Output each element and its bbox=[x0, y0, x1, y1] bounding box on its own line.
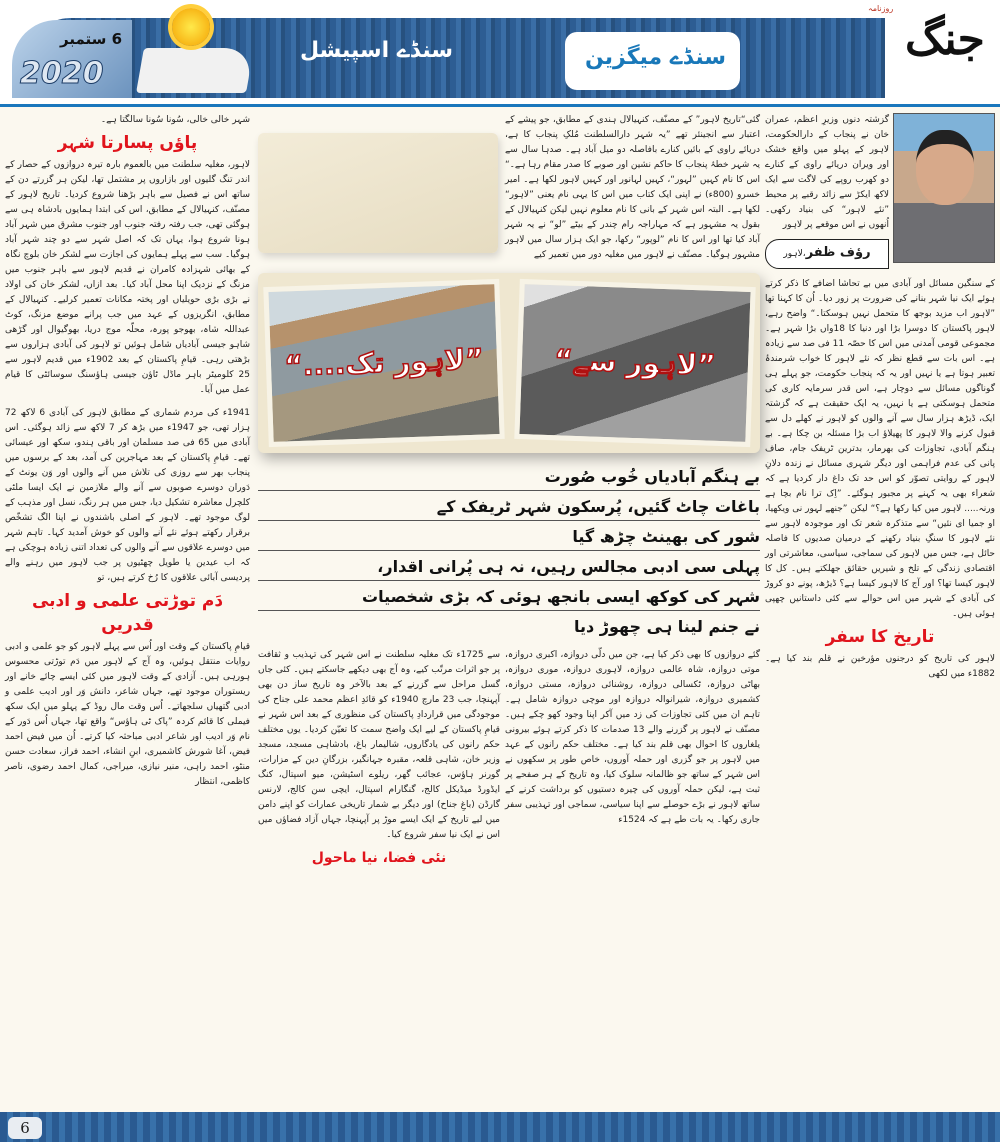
paper-scroll-icon bbox=[136, 48, 254, 93]
author-face bbox=[916, 130, 974, 205]
article-text: لاہور، مغلیہ سلطنت میں بالعموم بارہ تیرہ دروازوں کے حصار کے اندر تنگ گلیوں اور بازاروں پر مشتمل تھا، لیکن ہر گزرتے دن کے ساتھ اس نے فصیل سے باہر بڑھنا شروع کردیا۔ تاریخ لاہور کے مصنّف، کنہیالال کے مطابق، اس کی ابتدا ہمایوں بادشاہ ہی سے ہوگئی تھی، جب رفتہ رفتہ جنوب اور جنوب مشرق میں شہر آباد ہونا شروع ہوا، یہاں تک کہ اصل شہر سے دو چند شہر آباد ہوگیا۔ سب سے پہلے ہمایوں کی اجازت سے لشکر خان بلوچ نگاہ کے بھائی شہزادہ کامران نے قدیم لاہور سے باہر جنوب میں مزنگ کے نزدیک اپنا محل آباد کیا۔ بعد ازاں، لشکر خان کی اولاد نے بڑی بڑی حویلیاں اور پختہ مکانات تعمیر کرلیے۔ کنہیالال کے مطابق، انگریزوں کے عہد میں جب پرانے موضع مزنگ، کوٹ عبداللہ شاہ، بھوجو پورہ، محلّہ موج دریا، بھوگیوال اور گڑھی شاہو جیسی آبادیاں شامل ہوئیں تو لاہور کی آبادی ہزاروں سے بڑھتی رہی۔ قیامِ پاکستان کے بعد 1902ء میں قدیم لاہور سے 25 کلومیٹر باہر ماڈل ٹاؤن جیسی ہاؤسنگ سوسائٹی کا قیام عمل میں آیا۔ bbox=[5, 160, 250, 395]
intro-text: گزشتہ دنوں وزیرِ اعظم، عمران خان نے پنجاب کے دارالحکومت، لاہور کے پہلو میں واقع خشک اور ویران دریائے راوی کے کنارے دو کھرب روپے کی لاگت سے ایک لاکھ ایکڑ سے زائد رقبے پر محیط ”نئے لاہور“ کی بنیاد رکھی۔ اُنھوں نے اس موقعے پر لاہور bbox=[765, 115, 889, 230]
section-title: سنڈے اسپیشل bbox=[300, 38, 454, 63]
divider bbox=[0, 104, 1000, 107]
author-city: ،لاہور bbox=[783, 249, 806, 259]
left-column bbox=[5, 113, 250, 790]
newspaper-tag: روزنامہ bbox=[868, 4, 894, 13]
headline-line: باغات چاٹ گئیں، پُرسکون شہر ٹریفک کے bbox=[258, 493, 760, 521]
modern-lahore-photo bbox=[263, 279, 504, 447]
headline-line: شہر کی کوکھ ایسی بانجھ ہوئی کہ بڑی شخصیات bbox=[258, 583, 760, 611]
lead-line: شہر خالی خالی، سُونا سُونا سالگتا ہے۔ bbox=[100, 115, 250, 125]
subheading: تاریخ کا سفر bbox=[825, 627, 935, 647]
article-text: سے 1725ء تک مغلیہ سلطنت نے اس شہر کی تہذیب و ثقافت پر جو اثرات مرتّب کیے، وہ آج بھی دیکھے جاسکتے ہیں۔ کئی جاں گسل مراحل سے گزرنے کے بعد بالآخر وہ تاریخ ساز دن بھی آپہنچا، جب 23 مارچ 1940ء کو قائدِ اعظم محمد علی جناح کی موجودگی میں قراردادِ پاکستان کی منظوری کے بعد اس شہر نے قیامِ پاکستان کے لیے ایک واضح سمت کا تعیّن کردیا۔ یوں مختلف حکم رانوں کی یادگاروں، شالیمار باغ، بادشاہی مسجد، مسجد وزیر خان، شاہی قلعہ، مقبرہ جہانگیر، بزرگانِ دین کے مزارات، گورنر ہاؤس، عجائب گھر، ریلوے اسٹیشن، میو اسپتال، کنگ ایڈورڈ میڈیکل کالج، گنگارام اسپتال، ایچی سن کالج، لارنس گارڈن (باغِ جناح) اور دیگر بے شمار تاریخی عمارات کو اپنے دامن میں لیے تاریخ کے ایک ایسے موڑ پر آپہنچا، جہاں آزاد فضاؤں میں اس نے ایک نیا سفر شروع کیا۔ bbox=[258, 650, 501, 840]
right-column bbox=[765, 113, 995, 682]
article-column-top: گئی“تاریخ لاہور” کے مصنّف، کنہیالال ہندی کے مطابق، جو پیشے کے اعتبار سے انجینئر تھے ”یہ شہر دارالسلطنت مُلکِ پنجاب کا ہے، دریائے راوی کے بائیں کنارے بافاصلہ دو میل آباد ہے۔ صدہا سال سے یہ شہر خطۂ پنجاب کا حاکم نشین اور صوبے کا صدر مقام رہا ہے۔“ اس کا نام کہیں ”لہور“، کہیں لہانور اور کہیں لاہور لکھا ہے۔ امیر خسرو (800ء) نے اپنی ایک کتاب میں اس کا یہی نام یعنی ”لاہور“ لکھا ہے۔ البتہ اس شہر کے بانی کا نام معلوم نہیں لیکن کنہیالال کے بقول یہ مشہور ہے کہ مہاراجہ رام چندر کے بیٹے ”لو“ نے یہ شہر آباد کیا تھا اور اس کا نام ”لوپور“ رکھا، جو ایک ہزار سال میں لاہور مشہور ہوگیا۔ مصنّف نے لاہور میں مغلیہ دور میں تعمیر کیے bbox=[505, 115, 760, 260]
date-year: 2020 bbox=[20, 56, 104, 91]
headline-line: بے ہنگم آبادیاں خُوب صُورت bbox=[258, 463, 760, 491]
book-page-corner bbox=[258, 133, 498, 253]
footer-bar bbox=[0, 1112, 1000, 1142]
byline bbox=[765, 239, 889, 269]
old-lahore-photo bbox=[514, 279, 755, 447]
article-text: کے سنگین مسائل اور آبادی میں بے تحاشا اضافے کا ذکر کرتے ہوئے ایک نیا شہر بنانے کی ضرورت پر زور دیا۔ اُن کا کہنا تھا ”لاہور اب مزید بوجھ کا متحمل نہیں ہوسکتا۔“ واضح رہے، لاہور پاکستان کا دوسرا بڑا اور دنیا کا 18واں بڑا شہر ہے۔ مجموعی قومی آمدنی میں اس کا حصّہ 11 فی صد سے زیادہ ہے۔ اس بات سے قطع نظر کہ نئے لاہور کا خواب شرمندۂ تعبیر ہوتا ہے یا نہیں اور یہ کہ پنجاب حکومت، جو پہلے ہی گوناگوں مسائل سے دوچار ہے، اس قدر سرمایہ کاری کی متحمل ہوسکتی ہے یا نہیں، یہ ایک حقیقت ہے کہ گزشتہ ایک، ڈیڑھ ہزار سال سے آنے والوں کو لاہور نے کھلے دل سے قبول کرنے والا لاہور کا پھیلاؤ اب بڑا مسئلہ بن چکا ہے۔ بے ہنگم آبادی، تجاوزات کی بھرمار، بدترین ٹریفک جام، صاف پانی کی عدم فراہمی اور دیگر شہری مسائل نے زندہ دلانِ لاہور کے روایتی تصوّر کو اس حد تک داغ دار کردیا ہے کہ شعراء بھی یہ کہنے پر مجبور ہوگئے۔ ”اِک ترا نام بچا ہے ورنہ..... لاہور میں کیا رکھا ہے؟“ لیکن ”جنھے لہور نی ویکھیا، او جمیا ای نئیں“ سے متذکرہ شعر تک اور موجودہ لاہور سے نئے لاہور کا سنگِ بنیاد رکھنے کے درمیان صدیوں کا فاصلہ حائل ہے، جس میں لاہور کی سماجی، سیاسی، معاشرتی اور اقتصادی زندگی کے تلخ و شیریں حقائق جھلکتے ہیں۔ کل کا لاہور کیسا تھا؟ اور آج کا لاہور کیسا ہے؟ ڈیڑھ، پونے دو کروڑ کی آبادی کے شہر میں اس حوالے سے کئی داستانیں چھپی ہوئی ہیں۔ bbox=[765, 279, 996, 619]
magazine-logo: سنڈے میگزین bbox=[585, 45, 727, 70]
headline-line: نے جنم لینا ہی چھوڑ دیا bbox=[573, 617, 760, 636]
article-text: گئے دروازوں کا بھی ذکر کیا ہے، جن میں دلّی دروازہ، اکبری دروازہ، موتی دروازہ، شاہ عالمی دروازہ، لاہوری دروازہ، موری دروازہ، بھاٹی دروازہ، ٹکسالی دروازہ، روشنائی دروازہ، مستی دروازہ، کشمیری دروازہ، شیرانوالہ دروازہ اور موچی دروازہ شامل ہے۔ تاہم ان میں کئی تجاوزات کی زد میں آکر اپنا وجود کھو چکے ہیں۔ مصنّف نے لاہور پر گزرنے والے 13 صدمات کا ذکر کرتے ہوئے بیرونی یلغاروں کا احوال بھی قلم بند کیا ہے۔ مختلف حکم رانوں کے عہد میں لاہور پر جو گزری اور حملہ آوروں، خاص طور پر سکھوں نے اس شہر کے ساتھ جو ظالمانہ سلوک کیا، وہ تاریخ کے ہر صفحے پر ثبت ہے، لیکن حملہ آوروں کی چیرہ دستیوں کو برداشت کرنے کے ساتھ لاہور نے بڑے حوصلے سے اپنا سیاسی، سماجی اور تہذیبی سفر جاری رکھا۔ یہ بات طے ہے کہ 1524ء bbox=[505, 650, 760, 825]
article-text: لاہور کی تاریخ کو درجنوں مؤرخین نے قلم بند کیا ہے۔ 1882ء میں لکھی bbox=[765, 654, 995, 679]
subheading: دَم توڑتی علمی و ادبی قدریں bbox=[31, 591, 224, 635]
article-text: قیامِ پاکستان کے وقت اور اُس سے پہلے لاہور کو جو علمی و ادبی روایات منتقل ہوئیں، وہ آج کے لاہور میں دَم توڑتی محسوس ہورہی ہیں۔ آزادی کے وقت لاہور میں کئی ایسے چائے خانے اور ریستوران موجود تھے، جہاں شاعر، دانش وَر اور ادیب علمی و ادبی گتھیاں سلجھاتے۔ اُس وقت مال روڈ کے پہلو میں ایک سکھ فیملی کا قائم کردہ ”پاک ٹی ہاؤس“ واقع تھا، جہاں اُس دَور کے نام وَر ادیب اور شاعر ادبی مباحثہ کیا کرتے۔ اُن میں فیض احمد فیض، آغا شورش کاشمیری، ابنِ انشاء، احمد فراز، سعادت حسن منٹو، احمد راہی، منیر نیازی، میراجی، کمال احمد رضوی، ناصر کاظمی، انتظار bbox=[5, 642, 250, 787]
subheading: نئی فضا، نیا ماحول bbox=[311, 850, 447, 866]
headline-line: پہلی سی ادبی مجالس رہیں، نہ ہی پُرانی اقدار، bbox=[258, 553, 760, 581]
middle-column bbox=[258, 648, 500, 873]
newspaper-logo: جنگ bbox=[905, 14, 985, 65]
title-to-lahore: ”لاہور تک....“ bbox=[283, 342, 484, 383]
middle-area bbox=[258, 113, 760, 873]
author-name: رؤف ظفر bbox=[805, 245, 871, 260]
page-number: 6 bbox=[8, 1117, 42, 1139]
sun-icon bbox=[172, 8, 210, 46]
date-day: 6 ستمبر bbox=[60, 30, 123, 48]
headline-block bbox=[258, 463, 760, 640]
author-photo bbox=[893, 113, 995, 263]
article-text: 1941ء کی مردم شماری کے مطابق لاہور کی آبادی 6 لاکھ 72 ہزار تھی، جو 1947ء میں بڑھ کر 7 لاکھ سے زائد ہوگئی۔ اس آبادی میں 65 فی صد مسلمان اور باقی ہندو، سکھ اور عیسائی تھے۔ قیامِ پاکستان کے بعد مہاجرین کی آمد، بعد کے برسوں میں پنجاب بھر سے روزی کی تلاش میں آنے والوں اور وَن یونٹ کے دَوران دوسرے صوبوں سے آنے والے ملازمین نے ایک ایسا ملٹی کلچرل معاشرہ تشکیل دیا، جس میں ہر رنگ، نسل اور مذہب کے لوگ موجود تھے۔ لاہور کے اصلی باشندوں نے اپنا الگ تشخّص برقرار رکھتے ہوئے نئے آنے والوں کو خوش آمدید کہا۔ تاہم شہر میں دوسرے علاقوں سے آنے والوں کی تعداد اتنی زیادہ ہوچکی ہے کہ اب عیدین یا طویل چھٹیوں پر جب لاہور میں رہنے والے پردیسی آبائی علاقوں کا رُخ کرتے ہیں، تو bbox=[5, 408, 251, 583]
book-illustration bbox=[258, 273, 760, 453]
title-from-lahore: ”لاہور سے“ bbox=[553, 343, 716, 382]
headline-line: شور کی بھینٹ چڑھ گیا bbox=[258, 523, 760, 551]
subheading: پاؤں پسارتا شہر bbox=[57, 133, 198, 153]
